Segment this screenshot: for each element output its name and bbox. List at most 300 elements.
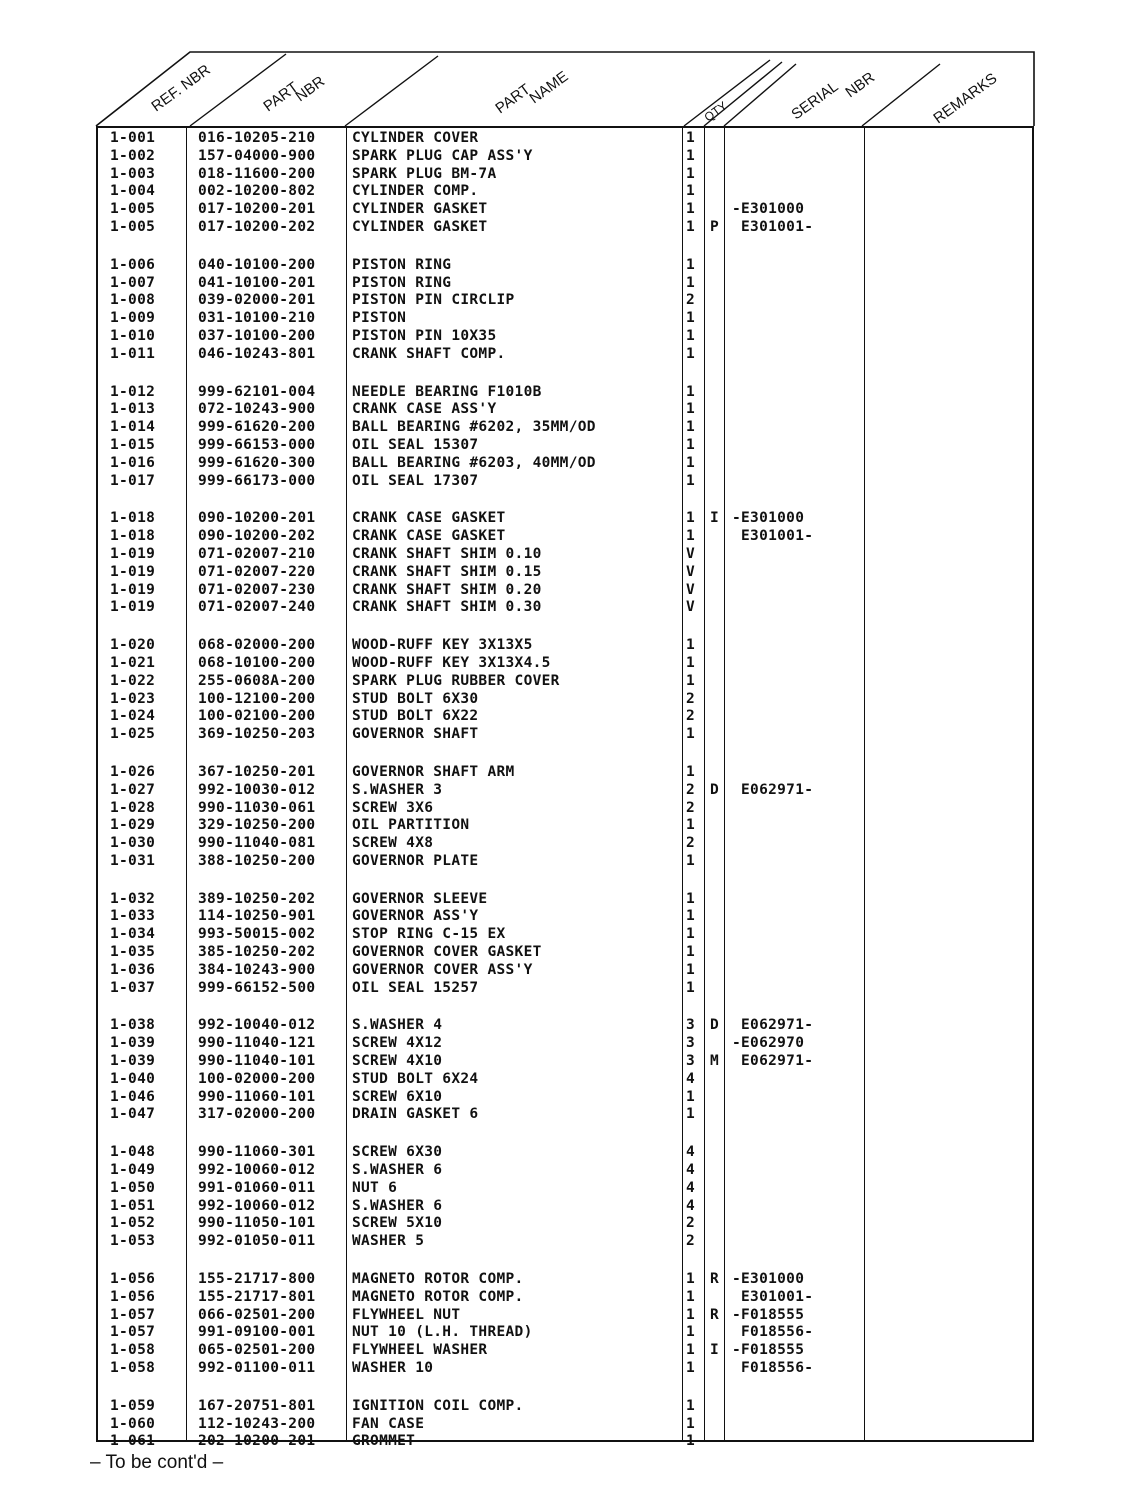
part-name-cell: OIL PARTITION	[352, 817, 470, 834]
table-row	[98, 835, 1032, 853]
header-remarks: REMARKS	[930, 69, 1001, 128]
ref-nbr-cell: 1-052	[110, 1215, 156, 1232]
part-nbr-cell: 992-10030-012	[198, 781, 316, 798]
qty-cell: 1	[686, 201, 696, 218]
serial-nbr-cell: -F018555	[732, 1306, 805, 1323]
table-row	[98, 1398, 1032, 1416]
part-name-cell: S.WASHER 4	[352, 1017, 443, 1034]
qty-cell: 2	[686, 799, 696, 816]
ref-nbr-cell: 1-061	[110, 1433, 156, 1450]
part-name-cell: FLYWHEEL WASHER	[352, 1342, 488, 1359]
part-name-cell: WOOD-RUFF KEY 3X13X4.5	[352, 654, 551, 671]
ref-nbr-cell: 1-038	[110, 1017, 156, 1034]
qty-cell: 1	[686, 1415, 696, 1432]
ref-nbr-cell: 1-010	[110, 327, 156, 344]
qty-cell: 4	[686, 1144, 696, 1161]
part-name-cell: OIL SEAL 15257	[352, 979, 479, 996]
part-nbr-cell: 114-10250-901	[198, 908, 316, 925]
ref-nbr-cell: 1-021	[110, 654, 156, 671]
part-name-cell: SCREW 6X10	[352, 1088, 443, 1105]
qty-cell: 1	[686, 672, 696, 689]
qty-cell: 1	[686, 472, 696, 489]
table-row	[98, 1198, 1032, 1216]
table-row	[98, 782, 1032, 800]
qty-cell: 1	[686, 1324, 696, 1341]
part-nbr-cell: 068-02000-200	[198, 637, 316, 654]
header-serial-nbr-1: SERIAL	[788, 78, 842, 124]
table-row	[98, 1089, 1032, 1107]
part-name-cell: CRANK SHAFT SHIM 0.10	[352, 545, 542, 562]
serial-nbr-cell: E301001-	[732, 1288, 814, 1305]
ref-nbr-cell: 1-006	[110, 256, 156, 273]
part-name-cell: STUD BOLT 6X30	[352, 690, 479, 707]
part-name-cell: PISTON PIN CIRCLIP	[352, 292, 515, 309]
table-row	[98, 1289, 1032, 1307]
part-name-cell: GOVERNOR PLATE	[352, 852, 479, 869]
qty-cell: 1	[686, 345, 696, 362]
serial-nbr-cell: E062971-	[732, 1053, 814, 1070]
serial-nbr-cell: -E301000	[732, 201, 805, 218]
ref-nbr-cell: 1-005	[110, 201, 156, 218]
part-name-cell: S.WASHER 6	[352, 1162, 443, 1179]
qty-cell: 1	[686, 383, 696, 400]
part-nbr-cell: 018-11600-200	[198, 165, 316, 182]
part-nbr-cell: 992-10060-012	[198, 1162, 316, 1179]
table-row	[98, 275, 1032, 293]
part-name-cell: PISTON RING	[352, 256, 452, 273]
part-name-cell: NEEDLE BEARING F1010B	[352, 383, 542, 400]
qty-cell: 2	[686, 708, 696, 725]
ref-nbr-cell: 1-018	[110, 528, 156, 545]
qty-cell: 4	[686, 1162, 696, 1179]
ref-nbr-cell: 1-029	[110, 817, 156, 834]
qty-cell: 1	[686, 436, 696, 453]
ref-nbr-cell: 1-049	[110, 1162, 156, 1179]
ref-nbr-cell: 1-019	[110, 599, 156, 616]
header-divider-part	[345, 56, 438, 126]
qty-cell: 1	[686, 944, 696, 961]
part-name-cell: CYLINDER GASKET	[352, 218, 488, 235]
part-nbr-cell: 068-10100-200	[198, 654, 316, 671]
qty-cell: 1	[686, 528, 696, 545]
header-part-nbr-1: PART	[260, 78, 302, 116]
part-name-cell: PISTON RING	[352, 274, 452, 291]
table-row	[98, 980, 1032, 998]
header-part-name-2: NAME	[526, 68, 572, 108]
part-nbr-cell: 071-02007-230	[198, 581, 316, 598]
qty-cell: 1	[686, 256, 696, 273]
header-qty: QTY	[701, 98, 730, 125]
part-nbr-cell: 999-66173-000	[198, 472, 316, 489]
part-nbr-cell: 040-10100-200	[198, 256, 316, 273]
table-row	[98, 599, 1032, 617]
qty-cell: 1	[686, 817, 696, 834]
part-name-cell: PISTON PIN 10X35	[352, 327, 497, 344]
ref-nbr-cell: 1-057	[110, 1324, 156, 1341]
table-row	[98, 1433, 1032, 1451]
code-cell: R	[710, 1271, 720, 1288]
ref-nbr-cell: 1-019	[110, 563, 156, 580]
part-nbr-cell: 100-02000-200	[198, 1070, 316, 1087]
part-nbr-cell: 041-10100-201	[198, 274, 316, 291]
part-name-cell: CRANK SHAFT COMP.	[352, 345, 506, 362]
code-cell: D	[710, 781, 720, 798]
part-name-cell: CRANK SHAFT SHIM 0.20	[352, 581, 542, 598]
table-row	[98, 130, 1032, 148]
row-group	[98, 384, 1032, 491]
table-row	[98, 310, 1032, 328]
part-nbr-cell: 992-01050-011	[198, 1233, 316, 1250]
table-row	[98, 1324, 1032, 1342]
code-cell: R	[710, 1306, 720, 1323]
part-nbr-cell: 990-11040-081	[198, 835, 316, 852]
qty-cell: 1	[686, 1106, 696, 1123]
table-row	[98, 564, 1032, 582]
part-nbr-cell: 992-10060-012	[198, 1197, 316, 1214]
ref-nbr-cell: 1-058	[110, 1360, 156, 1377]
qty-cell: 3	[686, 1053, 696, 1070]
qty-cell: 2	[686, 1215, 696, 1232]
part-name-cell: SCREW 6X30	[352, 1144, 443, 1161]
qty-cell: 1	[686, 183, 696, 200]
row-group	[98, 764, 1032, 871]
table-row	[98, 655, 1032, 673]
qty-cell: 1	[686, 908, 696, 925]
table-row	[98, 944, 1032, 962]
ref-nbr-cell: 1-011	[110, 345, 156, 362]
part-name-cell: S.WASHER 3	[352, 781, 443, 798]
part-nbr-cell: 384-10243-900	[198, 961, 316, 978]
qty-cell: 1	[686, 1433, 696, 1450]
part-nbr-cell: 017-10200-202	[198, 218, 316, 235]
part-name-cell: MAGNETO ROTOR COMP.	[352, 1288, 524, 1305]
table-row	[98, 346, 1032, 364]
qty-cell: 1	[686, 510, 696, 527]
part-nbr-cell: 990-11060-301	[198, 1144, 316, 1161]
part-nbr-cell: 329-10250-200	[198, 817, 316, 834]
part-nbr-cell: 999-66152-500	[198, 979, 316, 996]
part-nbr-cell: 046-10243-801	[198, 345, 316, 362]
qty-cell: 1	[686, 961, 696, 978]
serial-nbr-cell: F018556-	[732, 1360, 814, 1377]
part-nbr-cell: 155-21717-801	[198, 1288, 316, 1305]
serial-nbr-cell: E301001-	[732, 528, 814, 545]
code-cell: I	[710, 510, 720, 527]
serial-nbr-cell: -E062970	[732, 1035, 805, 1052]
table-row	[98, 800, 1032, 818]
ref-nbr-cell: 1-046	[110, 1088, 156, 1105]
part-nbr-cell: 065-02501-200	[198, 1342, 316, 1359]
serial-nbr-cell: -E301000	[732, 510, 805, 527]
part-nbr-cell: 157-04000-900	[198, 147, 316, 164]
ref-nbr-cell: 1-024	[110, 708, 156, 725]
ref-nbr-cell: 1-019	[110, 545, 156, 562]
part-nbr-cell: 017-10200-201	[198, 201, 316, 218]
ref-nbr-cell: 1-031	[110, 852, 156, 869]
qty-cell: 1	[686, 1342, 696, 1359]
qty-cell: 4	[686, 1070, 696, 1087]
qty-cell: 1	[686, 1306, 696, 1323]
table-row	[98, 1271, 1032, 1289]
ref-nbr-cell: 1-034	[110, 926, 156, 943]
ref-nbr-cell: 1-030	[110, 835, 156, 852]
qty-cell: 2	[686, 1233, 696, 1250]
part-name-cell: CYLINDER COVER	[352, 130, 479, 146]
part-name-cell: FLYWHEEL NUT	[352, 1306, 461, 1323]
row-group	[98, 1144, 1032, 1251]
part-name-cell: BALL BEARING #6203, 40MM/OD	[352, 454, 596, 471]
ref-nbr-cell: 1-056	[110, 1288, 156, 1305]
part-nbr-cell: 039-02000-201	[198, 292, 316, 309]
part-name-cell: CYLINDER GASKET	[352, 201, 488, 218]
qty-cell: 2	[686, 292, 696, 309]
ref-nbr-cell: 1-048	[110, 1144, 156, 1161]
qty-cell: 1	[686, 1360, 696, 1377]
table-row	[98, 1342, 1032, 1360]
ref-nbr-cell: 1-047	[110, 1106, 156, 1123]
table-row	[98, 908, 1032, 926]
qty-cell: V	[686, 581, 696, 598]
part-name-cell: SPARK PLUG CAP ASS'Y	[352, 147, 533, 164]
qty-cell: 1	[686, 147, 696, 164]
part-nbr-cell: 100-02100-200	[198, 708, 316, 725]
table-row	[98, 219, 1032, 237]
part-nbr-cell: 066-02501-200	[198, 1306, 316, 1323]
ref-nbr-cell: 1-017	[110, 472, 156, 489]
table-row	[98, 183, 1032, 201]
part-name-cell: GOVERNOR SLEEVE	[352, 890, 488, 907]
continued-note: – To be cont'd –	[90, 1452, 224, 1473]
header-ref-nbr: REF. NBR	[148, 61, 214, 116]
qty-cell: 1	[686, 165, 696, 182]
qty-cell: 1	[686, 401, 696, 418]
ref-nbr-cell: 1-035	[110, 944, 156, 961]
table-row	[98, 1035, 1032, 1053]
ref-nbr-cell: 1-008	[110, 292, 156, 309]
part-name-cell: SCREW 5X10	[352, 1215, 443, 1232]
ref-nbr-cell: 1-025	[110, 726, 156, 743]
qty-cell: 2	[686, 690, 696, 707]
ref-nbr-cell: 1-023	[110, 690, 156, 707]
table-row	[98, 384, 1032, 402]
table-row	[98, 817, 1032, 835]
qty-cell: 1	[686, 1088, 696, 1105]
part-nbr-cell: 037-10100-200	[198, 327, 316, 344]
part-name-cell: SCREW 4X12	[352, 1035, 443, 1052]
part-name-cell: GROMMET	[352, 1433, 416, 1450]
part-nbr-cell: 388-10250-200	[198, 852, 316, 869]
ref-nbr-cell: 1-058	[110, 1342, 156, 1359]
qty-cell: 3	[686, 1035, 696, 1052]
qty-cell: V	[686, 599, 696, 616]
part-nbr-cell: 990-11060-101	[198, 1088, 316, 1105]
part-name-cell: CRANK SHAFT SHIM 0.15	[352, 563, 542, 580]
part-name-cell: STUD BOLT 6X24	[352, 1070, 479, 1087]
row-group	[98, 1017, 1032, 1124]
qty-cell: 3	[686, 1017, 696, 1034]
part-name-cell: CRANK CASE GASKET	[352, 528, 506, 545]
part-nbr-cell: 167-20751-801	[198, 1397, 316, 1414]
part-nbr-cell: 317-02000-200	[198, 1106, 316, 1123]
ref-nbr-cell: 1-009	[110, 310, 156, 327]
part-nbr-cell: 992-10040-012	[198, 1017, 316, 1034]
table-row	[98, 201, 1032, 219]
code-cell: I	[710, 1342, 720, 1359]
table-row	[98, 401, 1032, 419]
qty-cell: 1	[686, 327, 696, 344]
part-name-cell: SCREW 4X10	[352, 1053, 443, 1070]
header-divider-serial	[862, 64, 940, 126]
header-top-edge	[96, 52, 1034, 126]
table-row	[98, 1416, 1032, 1434]
ref-nbr-cell: 1-004	[110, 183, 156, 200]
table-row	[98, 673, 1032, 691]
part-nbr-cell: 990-11050-101	[198, 1215, 316, 1232]
row-group	[98, 257, 1032, 364]
table-row	[98, 726, 1032, 744]
row-group	[98, 637, 1032, 744]
part-nbr-cell: 992-01100-011	[198, 1360, 316, 1377]
table-row	[98, 1071, 1032, 1089]
part-name-cell: WASHER 5	[352, 1233, 425, 1250]
part-name-cell: FAN CASE	[352, 1415, 425, 1432]
part-nbr-cell: 112-10243-200	[198, 1415, 316, 1432]
qty-cell: 1	[686, 274, 696, 291]
ref-nbr-cell: 1-001	[110, 130, 156, 146]
qty-cell: 4	[686, 1179, 696, 1196]
part-name-cell: OIL SEAL 17307	[352, 472, 479, 489]
ref-nbr-cell: 1-036	[110, 961, 156, 978]
ref-nbr-cell: 1-019	[110, 581, 156, 598]
ref-nbr-cell: 1-013	[110, 401, 156, 418]
ref-nbr-cell: 1-039	[110, 1035, 156, 1052]
part-nbr-cell: 072-10243-900	[198, 401, 316, 418]
table-header	[0, 0, 1145, 130]
header-divider-name	[684, 60, 770, 126]
table-row	[98, 582, 1032, 600]
table-row	[98, 637, 1032, 655]
ref-nbr-cell: 1-018	[110, 510, 156, 527]
table-row	[98, 1233, 1032, 1251]
qty-cell: 1	[686, 130, 696, 146]
part-name-cell: CRANK CASE GASKET	[352, 510, 506, 527]
qty-cell: 1	[686, 926, 696, 943]
serial-nbr-cell: -E301000	[732, 1271, 805, 1288]
table-row	[98, 1180, 1032, 1198]
ref-nbr-cell: 1-026	[110, 763, 156, 780]
row-group	[98, 1398, 1032, 1451]
table-row	[98, 1360, 1032, 1378]
ref-nbr-cell: 1-050	[110, 1179, 156, 1196]
part-name-cell: S.WASHER 6	[352, 1197, 443, 1214]
table-row	[98, 437, 1032, 455]
ref-nbr-cell: 1-005	[110, 218, 156, 235]
qty-cell: 1	[686, 1288, 696, 1305]
table-row	[98, 528, 1032, 546]
table-row	[98, 1307, 1032, 1325]
qty-cell: 1	[686, 419, 696, 436]
header-serial-nbr-2: NBR	[842, 68, 878, 102]
table-row	[98, 708, 1032, 726]
part-nbr-cell: 999-66153-000	[198, 436, 316, 453]
qty-cell: 1	[686, 1271, 696, 1288]
qty-cell: 1	[686, 979, 696, 996]
ref-nbr-cell: 1-040	[110, 1070, 156, 1087]
ref-nbr-cell: 1-039	[110, 1053, 156, 1070]
serial-nbr-cell: E062971-	[732, 1017, 814, 1034]
ref-nbr-cell: 1-015	[110, 436, 156, 453]
table-row	[98, 853, 1032, 871]
parts-table	[96, 126, 1034, 1450]
table-row	[98, 1215, 1032, 1233]
table-row	[98, 148, 1032, 166]
qty-cell: 2	[686, 781, 696, 798]
part-nbr-cell: 990-11040-121	[198, 1035, 316, 1052]
part-nbr-cell: 071-02007-220	[198, 563, 316, 580]
part-name-cell: NUT 6	[352, 1179, 398, 1196]
qty-cell: 1	[686, 763, 696, 780]
qty-cell: 1	[686, 654, 696, 671]
qty-cell: V	[686, 563, 696, 580]
table-row	[98, 691, 1032, 709]
qty-cell: 1	[686, 637, 696, 654]
header-part-nbr-2: NBR	[292, 72, 328, 106]
table-row	[98, 764, 1032, 782]
code-cell: D	[710, 1017, 720, 1034]
part-name-cell: CRANK CASE ASS'Y	[352, 401, 497, 418]
part-name-cell: GOVERNOR COVER ASS'Y	[352, 961, 533, 978]
qty-cell: 1	[686, 890, 696, 907]
part-nbr-cell: 090-10200-202	[198, 528, 316, 545]
table-row	[98, 926, 1032, 944]
ref-nbr-cell: 1-028	[110, 799, 156, 816]
code-cell: M	[710, 1053, 720, 1070]
row-group	[98, 130, 1032, 237]
part-nbr-cell: 016-10205-210	[198, 130, 316, 146]
ref-nbr-cell: 1-053	[110, 1233, 156, 1250]
qty-cell: V	[686, 545, 696, 562]
part-name-cell: SPARK PLUG RUBBER COVER	[352, 672, 560, 689]
serial-nbr-cell: E301001-	[732, 218, 814, 235]
table-row	[98, 962, 1032, 980]
part-nbr-cell: 999-61620-200	[198, 419, 316, 436]
table-row	[98, 546, 1032, 564]
code-cell: P	[710, 218, 720, 235]
table-row	[98, 166, 1032, 184]
ref-nbr-cell: 1-027	[110, 781, 156, 798]
header-divider-qty-b	[724, 64, 796, 126]
part-name-cell: PISTON	[352, 310, 407, 327]
part-name-cell: NUT 10 (L.H. THREAD)	[352, 1324, 533, 1341]
ref-nbr-cell: 1-037	[110, 979, 156, 996]
table-row	[98, 257, 1032, 275]
part-name-cell: SCREW 4X8	[352, 835, 434, 852]
table-row	[98, 891, 1032, 909]
part-name-cell: GOVERNOR SHAFT	[352, 726, 479, 743]
row-group	[98, 1271, 1032, 1378]
part-nbr-cell: 155-21717-800	[198, 1271, 316, 1288]
ref-nbr-cell: 1-012	[110, 383, 156, 400]
part-nbr-cell: 071-02007-240	[198, 599, 316, 616]
table-row	[98, 1017, 1032, 1035]
part-name-cell: OIL SEAL 15307	[352, 436, 479, 453]
part-nbr-cell: 090-10200-201	[198, 510, 316, 527]
row-group	[98, 891, 1032, 998]
serial-nbr-cell: F018556-	[732, 1324, 814, 1341]
part-name-cell: IGNITION COIL COMP.	[352, 1397, 524, 1414]
part-name-cell: WASHER 10	[352, 1360, 434, 1377]
part-nbr-cell: 999-62101-004	[198, 383, 316, 400]
